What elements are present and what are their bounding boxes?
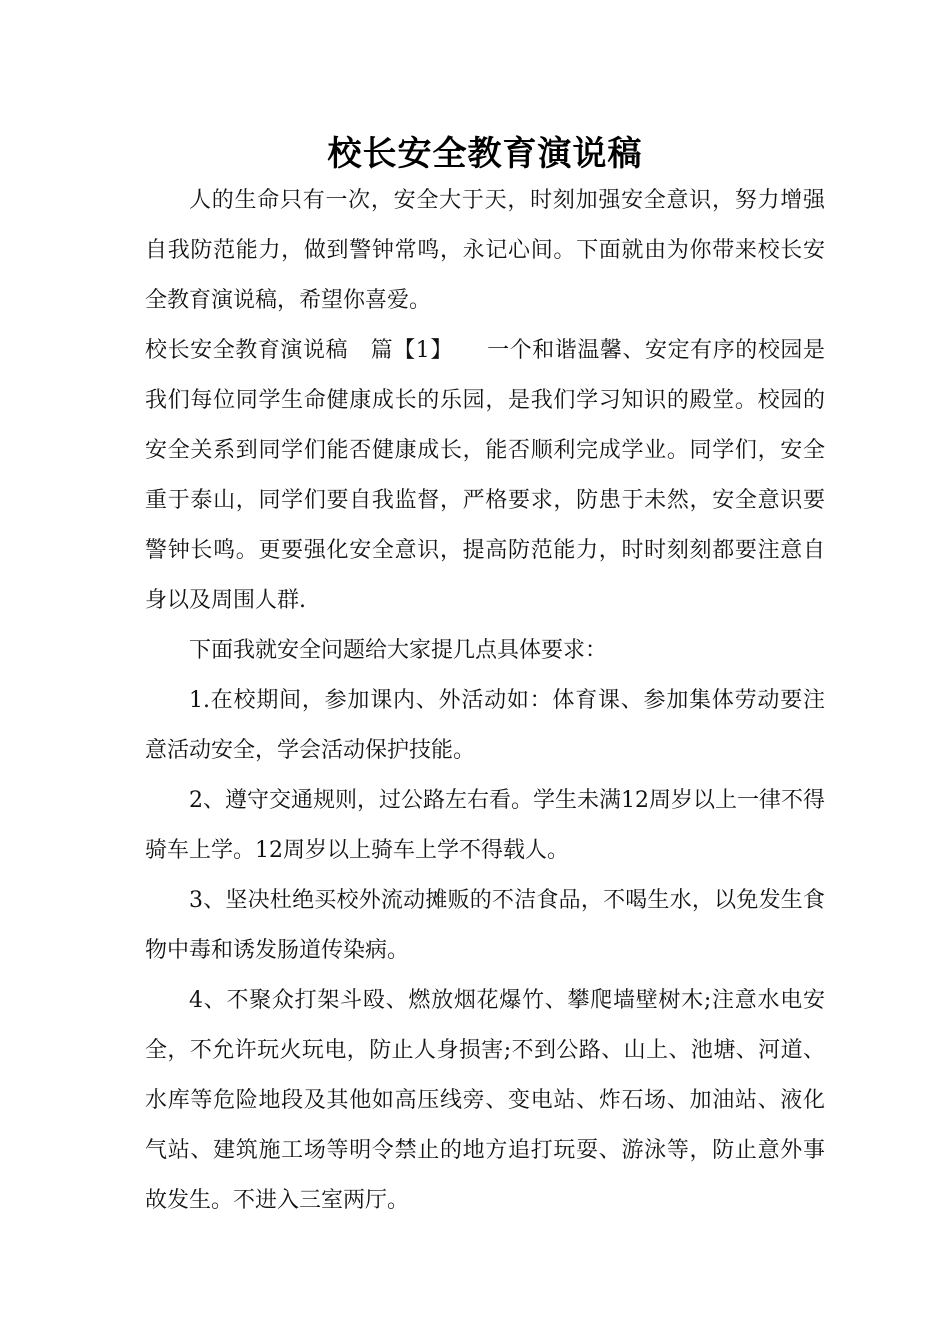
document-body bbox=[145, 128, 825, 1226]
requirement-item-3: 3、坚决杜绝买校外流动摊贩的不洁食品，不喝生水，以免发生食物中毒和诱发肠道传染病。 bbox=[145, 888, 825, 963]
intro-paragraph: 人的生命只有一次，安全大于天，时刻加强安全意识，努力增强自我防范能力，做到警钟常鸣，永记心间。下面就由为你带来校长安全教育演说稿，希望你喜爱。 bbox=[145, 188, 825, 313]
section-opening: 一个和谐温馨、安定有序的校园是我们每位同学生命健康成长的乐园，是我们学习知识的殿堂。校园的安全关系到同学们能否健康成长，能否顺利完成学业。同学们，安全重于泰山，同学们要自我监督，严格要求，防患于未然，安全意识要警钟长鸣。更要强化安全意识，提高防范能力，时时刻刻都要注意自身以及周围人群. bbox=[145, 338, 825, 613]
requirements-intro: 下面我就安全问题给大家提几点具体要求： bbox=[189, 638, 608, 663]
requirement-item-4: 4、不聚众打架斗殴、燃放烟花爆竹、攀爬墙壁树木;注意水电安全，不允许玩火玩电，防止人身损害;不到公路、山上、池塘、河道、水库等危险地段及其他如高压线旁、变电站、炸石场、加油站、液化气站、建筑施工场等明令禁止的地方追打玩耍、游泳等，防止意外事故发生。不进入三室两厅。 bbox=[145, 988, 825, 1213]
document-title: 校长安全教育演说稿 bbox=[327, 134, 643, 174]
section-paragraph bbox=[145, 326, 825, 626]
requirement-item-2: 2、遵守交通规则，过公路左右看。学生未满12周岁以上一律不得骑车上学。12周岁以上骑车上学不得载人。 bbox=[145, 788, 825, 863]
section-heading: 校长安全教育演说稿 篇【1】 bbox=[145, 338, 442, 363]
requirement-item-1: 1.在校期间，参加课内、外活动如：体育课、参加集体劳动要注意活动安全，学会活动保护技能。 bbox=[145, 688, 825, 763]
